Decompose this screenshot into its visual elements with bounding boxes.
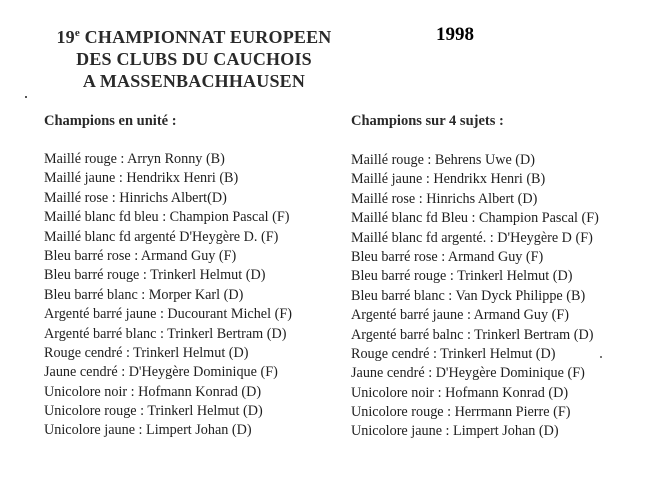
- champion-entry: Bleu barré rose : Armand Guy (F): [351, 248, 544, 265]
- champion-entry: Unicolore jaune : Limpert Johan (D): [351, 423, 559, 440]
- four-subjects-champions-list: [351, 151, 599, 442]
- champion-entry: Bleu barré blanc : Morper Karl (D): [44, 286, 244, 303]
- single-champions-heading: Champions en unité :: [44, 113, 177, 129]
- champion-entry: Maillé blanc fd argenté D'Heygère D. (F): [44, 228, 279, 245]
- champion-entry: Maillé blanc fd argenté. : D'Heygère D (F): [351, 229, 593, 246]
- single-champions-column: [44, 110, 292, 441]
- champion-entry: Maillé blanc fd bleu : Champion Pascal (F): [44, 209, 290, 226]
- champion-entry: Argenté barré jaune : Armand Guy (F): [351, 307, 570, 324]
- scan-speck: [25, 96, 27, 98]
- champion-entry: Unicolore rouge : Herrmann Pierre (F): [351, 404, 571, 421]
- champion-entry: Maillé blanc fd Bleu : Champion Pascal (F): [351, 210, 599, 227]
- champion-entry: Maillé rouge : Arryn Ronny (B): [44, 151, 225, 167]
- champion-entry: Jaune cendré : D'Heygère Dominique (F): [44, 364, 278, 381]
- title-ordinal-suffix: e: [74, 27, 80, 39]
- year-label: 1998: [436, 24, 474, 45]
- champion-entry: Unicolore noir : Hofmann Konrad (D): [44, 383, 262, 400]
- four-subjects-champions-column: [351, 110, 599, 442]
- champion-entry: Maillé rose : Hinrichs Albert(D): [44, 189, 227, 206]
- champion-entry: Argenté barré blanc : Trinkerl Bertram (D): [44, 325, 287, 342]
- title-line-2: DES CLUBS DU CAUCHOIS: [76, 49, 312, 69]
- four-subjects-champions-heading: Champions sur 4 sujets :: [351, 113, 504, 129]
- champion-entry: Maillé jaune : Hendrikx Henri (B): [351, 171, 546, 188]
- scan-speck: [600, 356, 602, 358]
- champion-entry: Maillé rose : Hinrichs Albert (D): [351, 190, 538, 207]
- champion-entry: Unicolore rouge : Trinkerl Helmut (D): [44, 403, 263, 420]
- champion-entry: Bleu barré rouge : Trinkerl Helmut (D): [44, 267, 266, 284]
- single-champions-list: [44, 150, 292, 441]
- champion-entry: Maillé jaune : Hendrikx Henri (B): [44, 170, 239, 187]
- champion-entry: Bleu barré blanc : Van Dyck Philippe (B): [351, 287, 586, 304]
- title-number: 19: [56, 27, 75, 47]
- champion-entry: Bleu barré rose : Armand Guy (F): [44, 247, 237, 264]
- champion-entry: Maillé rouge : Behrens Uwe (D): [351, 152, 535, 168]
- champion-entry: Unicolore noir : Hofmann Konrad (D): [351, 384, 569, 401]
- champion-entry: Rouge cendré : Trinkerl Helmut (D): [44, 344, 249, 361]
- champion-entry: Rouge cendré : Trinkerl Helmut (D): [351, 345, 556, 362]
- document-title: [44, 22, 344, 92]
- title-line-3: A MASSENBACHHAUSEN: [82, 71, 306, 91]
- title-line-1-text: CHAMPIONNAT EUROPEEN: [79, 27, 332, 47]
- champion-entry: Argenté barré jaune : Ducourant Michel (F): [44, 306, 292, 323]
- champion-entry: Jaune cendré : D'Heygère Dominique (F): [351, 365, 585, 382]
- champion-entry: Argenté barré balnc : Trinkerl Bertram (D): [351, 326, 594, 343]
- champion-entry: Bleu barré rouge : Trinkerl Helmut (D): [351, 268, 573, 285]
- champion-entry: Unicolore jaune : Limpert Johan (D): [44, 422, 252, 439]
- title-line-1: [44, 22, 344, 48]
